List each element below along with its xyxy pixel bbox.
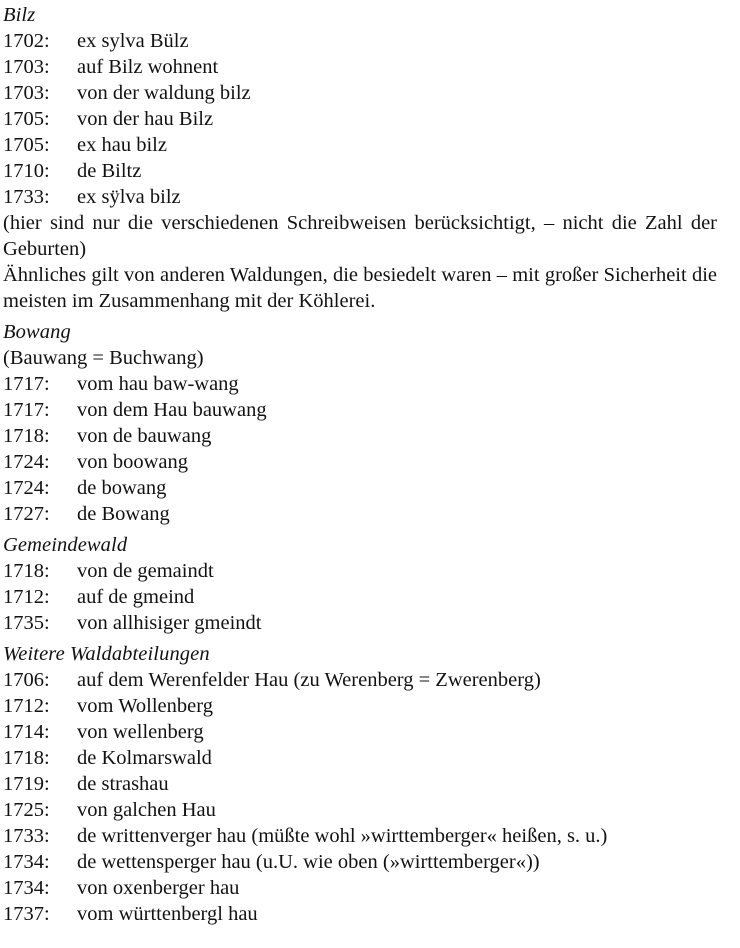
section-bilz <box>3 2 719 210</box>
entry-text: vom hau baw-wang <box>77 373 239 395</box>
entry-year: 1712: <box>3 586 50 608</box>
entry-row <box>3 501 719 527</box>
entry-row <box>3 132 719 158</box>
entry-year: 1717: <box>3 373 50 395</box>
section-heading-gemeindewald: Gemeindewald <box>3 534 128 556</box>
entry-year: 1737: <box>3 903 50 925</box>
entry-row <box>3 184 719 210</box>
entry-text: ex sÿlva bilz <box>77 186 181 208</box>
entry-row <box>3 28 719 54</box>
paragraph-bilz-note: (hier sind nur die verschiedenen Schreibweisen berücksichtigt, – nicht die Zahl der Geburten) <box>3 212 717 260</box>
entry-text: vom Wollenberg <box>77 695 213 717</box>
entry-row <box>3 875 719 901</box>
entry-row <box>3 745 719 771</box>
entry-text: von allhisiger gmeindt <box>77 612 262 634</box>
entry-year: 1718: <box>3 425 50 447</box>
entry-year: 1712: <box>3 695 50 717</box>
entry-text: auf dem Werenfelder Hau (zu Werenberg = Zwerenberg) <box>77 669 541 691</box>
entry-text: de bowang <box>77 477 167 499</box>
entry-text: de Kolmarswald <box>77 747 212 769</box>
page-content <box>3 2 719 927</box>
entry-text: ex sylva Bülz <box>77 30 189 52</box>
entry-text: von galchen Hau <box>77 799 216 821</box>
entry-row <box>3 693 719 719</box>
entry-year: 1703: <box>3 56 50 78</box>
entry-text: von der waldung bilz <box>77 82 251 104</box>
entry-text: auf de gmeind <box>77 586 195 608</box>
entry-year: 1705: <box>3 134 50 156</box>
entry-year: 1734: <box>3 877 50 899</box>
entry-text: de Biltz <box>77 160 142 182</box>
entry-text: von oxenberger hau <box>77 877 240 899</box>
entry-year: 1705: <box>3 108 50 130</box>
entry-row <box>3 667 719 693</box>
entry-year: 1724: <box>3 451 50 473</box>
entry-row <box>3 397 719 423</box>
entry-year: 1710: <box>3 160 50 182</box>
section-bowang <box>3 319 719 527</box>
section-heading-bilz: Bilz <box>3 4 36 26</box>
paragraph-bilz-followup: Ähnliches gilt von anderen Waldungen, die besiedelt waren – mit großer Sicherheit die meisten im Zusammenhang mit der Köhlerei. <box>3 264 717 312</box>
entry-year: 1724: <box>3 477 50 499</box>
entry-year: 1702: <box>3 30 50 52</box>
entry-row <box>3 423 719 449</box>
entry-row <box>3 54 719 80</box>
entry-year: 1703: <box>3 82 50 104</box>
entry-row <box>3 610 719 636</box>
entry-row <box>3 158 719 184</box>
entry-text: von der hau Bilz <box>77 108 214 130</box>
entry-row <box>3 558 719 584</box>
entry-row <box>3 106 719 132</box>
entry-row <box>3 371 719 397</box>
entry-row <box>3 849 719 875</box>
entry-year: 1727: <box>3 503 50 525</box>
entry-year: 1725: <box>3 799 50 821</box>
section-note-bowang: (Bauwang = Buchwang) <box>3 347 204 369</box>
entry-text: von wellenberg <box>77 721 204 743</box>
entry-year: 1718: <box>3 560 50 582</box>
entry-text: de writtenverger hau (müßte wohl »wirttemberger« heißen, s. u.) <box>77 825 608 847</box>
entry-row <box>3 475 719 501</box>
entry-year: 1717: <box>3 399 50 421</box>
entry-text: von de bauwang <box>77 425 212 447</box>
entry-text: von dem Hau bauwang <box>77 399 267 421</box>
entry-text: von boowang <box>77 451 189 473</box>
entry-year: 1735: <box>3 612 50 634</box>
entry-row <box>3 901 719 927</box>
entry-text: auf Bilz wohnent <box>77 56 219 78</box>
entry-text: vom württenbergl hau <box>77 903 258 925</box>
entry-text: de Bowang <box>77 503 170 525</box>
section-heading-bowang: Bowang <box>3 321 71 343</box>
entry-year: 1718: <box>3 747 50 769</box>
entry-year: 1719: <box>3 773 50 795</box>
entry-row <box>3 584 719 610</box>
section-weitere-waldabteilungen <box>3 641 719 927</box>
entry-row <box>3 80 719 106</box>
entry-row <box>3 771 719 797</box>
entry-text: ex hau bilz <box>77 134 167 156</box>
entry-year: 1733: <box>3 825 50 847</box>
entry-row <box>3 797 719 823</box>
entry-row <box>3 449 719 475</box>
section-gemeindewald <box>3 532 719 636</box>
entry-row <box>3 823 719 849</box>
entry-text: de strashau <box>77 773 169 795</box>
entry-year: 1733: <box>3 186 50 208</box>
entry-row <box>3 719 719 745</box>
entry-text: von de gemaindt <box>77 560 214 582</box>
entry-year: 1734: <box>3 851 50 873</box>
entry-text: de wettensperger hau (u.U. wie oben (»wirttemberger«)) <box>77 851 540 873</box>
entry-year: 1706: <box>3 669 50 691</box>
section-heading-weitere-waldabteilungen: Weitere Waldabteilungen <box>3 643 210 665</box>
entry-year: 1714: <box>3 721 50 743</box>
